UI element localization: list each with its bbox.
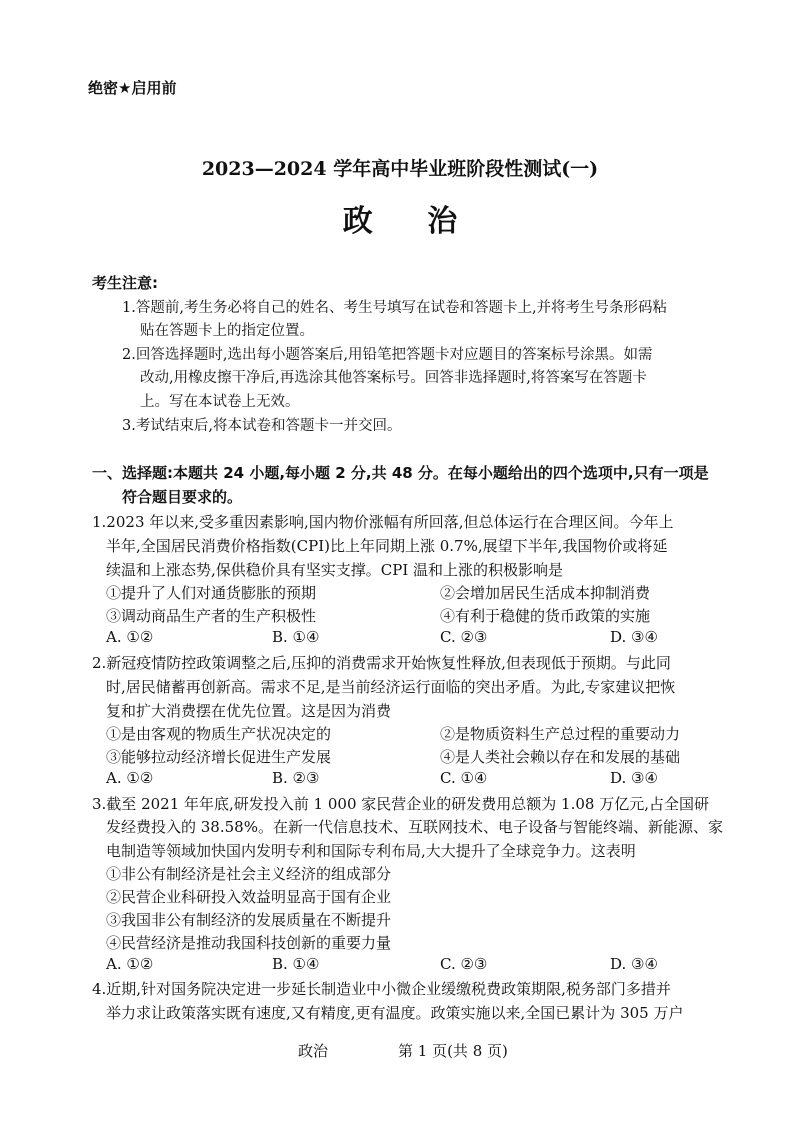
q3-stem-line: 电制造等领域加快国内发明专利和国际专利布局,大大提升了全球竞争力。这表明 (106, 842, 636, 860)
q2-stem-line: 2.新冠疫情防控政策调整之后,压抑的消费需求开始恢复性释放,但表现低于预期。与此同 (92, 654, 671, 672)
q3-option-4: ④民营经济是推动我国科技创新的重要力量 (106, 934, 392, 952)
q3-choice-c: C. ②③ (440, 955, 488, 973)
q1-option-4: ④有利于稳健的货币政策的实施 (440, 607, 651, 625)
q2-choice-a: A. ①② (106, 769, 154, 787)
q1-stem-line: 1.2023 年以来,受多重因素影响,国内物价涨幅有所回落,但总体运行在合理区间。今年上 (92, 513, 674, 531)
section-heading: 一、选择题:本题共 24 小题,每小题 2 分,共 48 分。在每小题给出的四个选项中,只有一项是 (92, 464, 709, 482)
q1-option-2: ②会增加居民生活成本抑制消费 (440, 584, 651, 602)
q1-option-1: ①提升了人们对通货膨胀的预期 (106, 584, 317, 602)
q2-stem-line: 复和扩大消费摆在优先位置。这是因为消费 (106, 702, 392, 720)
q2-option-1: ①是由客观的物质生产状况决定的 (106, 725, 332, 743)
q3-choice-d: D. ③④ (610, 955, 658, 973)
notice-line: 2.回答选择题时,选出每小题答案后,用铅笔把答题卡对应题目的答案标号涂黑。如需 (122, 347, 653, 363)
notice-line: 改动,用橡皮擦干净后,再选涂其他答案标号。回答非选择题时,将答案写在答题卡 (140, 370, 647, 386)
q1-option-3: ③调动商品生产者的生产积极性 (106, 607, 317, 625)
confidential-label: 绝密★启用前 (88, 79, 177, 97)
q1-choice-d: D. ③④ (610, 628, 658, 646)
subject-title: 政 治 (342, 204, 480, 239)
q3-choice-a: A. ①② (106, 955, 154, 973)
q1-choice-b: B. ①④ (272, 628, 320, 646)
notice-line: 1.答题前,考生务必将自己的姓名、考生号填写在试卷和答题卡上,并将考生号条形码粘 (122, 300, 668, 316)
exam-title: 2023—2024 学年高中毕业班阶段性测试(一) (201, 158, 599, 180)
q4-stem-line: 举力求让政策落实既有速度,又有精度,更有温度。政策实施以来,全国已累计为 305 万户 (106, 1004, 684, 1022)
q3-option-2: ②民营企业科研投入效益明显高于国有企业 (106, 888, 392, 906)
q2-choice-d: D. ③④ (610, 769, 658, 787)
q1-choice-a: A. ①② (106, 628, 154, 646)
notice-line: 上。写在本试卷上无效。 (140, 394, 300, 410)
section-heading-cont: 符合题目要求的。 (122, 488, 243, 506)
q3-stem-line: 3.截至 2021 年年底,研发投入前 1 000 家民营企业的研发费用总额为 1.08 万亿元,占全国研 (92, 795, 709, 813)
q2-option-3: ③能够拉动经济增长促进生产发展 (106, 748, 332, 766)
q2-option-2: ②是物质资料生产总过程的重要动力 (440, 725, 681, 743)
q3-option-1: ①非公有制经济是社会主义经济的组成部分 (106, 865, 392, 883)
notice-line: 贴在答题卡上的指定位置。 (140, 323, 314, 339)
q2-option-4: ④是人类社会赖以存在和发展的基础 (440, 748, 681, 766)
notice-heading: 考生注意: (92, 274, 158, 292)
q2-choice-b: B. ②③ (272, 769, 320, 787)
q1-stem-line: 续温和上涨态势,保供稳价具有坚实支撑。CPI 温和上涨的积极影响是 (106, 561, 564, 579)
footer-page-number: 第 1 页(共 8 页) (398, 1042, 508, 1060)
q2-choice-c: C. ①④ (440, 769, 488, 787)
q3-option-3: ③我国非公有制经济的发展质量在不断提升 (106, 911, 392, 929)
q1-choice-c: C. ②③ (440, 628, 488, 646)
notice-line: 3.考试结束后,将本试卷和答题卡一并交回。 (122, 418, 402, 434)
q3-choice-b: B. ①④ (272, 955, 320, 973)
q2-stem-line: 时,居民储蓄再创新高。需求不足,是当前经济运行面临的突出矛盾。为此,专家建议把恢 (106, 678, 676, 696)
footer-subject: 政治 (298, 1042, 329, 1060)
q4-stem-line: 4.近期,针对国务院决定进一步延长制造业中小微企业缓缴税费政策期限,税务部门多措并 (92, 980, 671, 998)
q1-stem-line: 半年,全国居民消费价格指数(CPI)比上年同期上涨 0.7%,展望下半年,我国物价或将延 (106, 537, 668, 555)
q3-stem-line: 发经费投入的 38.58%。在新一代信息技术、互联网技术、电子设备与智能终端、新能源、家 (106, 818, 723, 836)
